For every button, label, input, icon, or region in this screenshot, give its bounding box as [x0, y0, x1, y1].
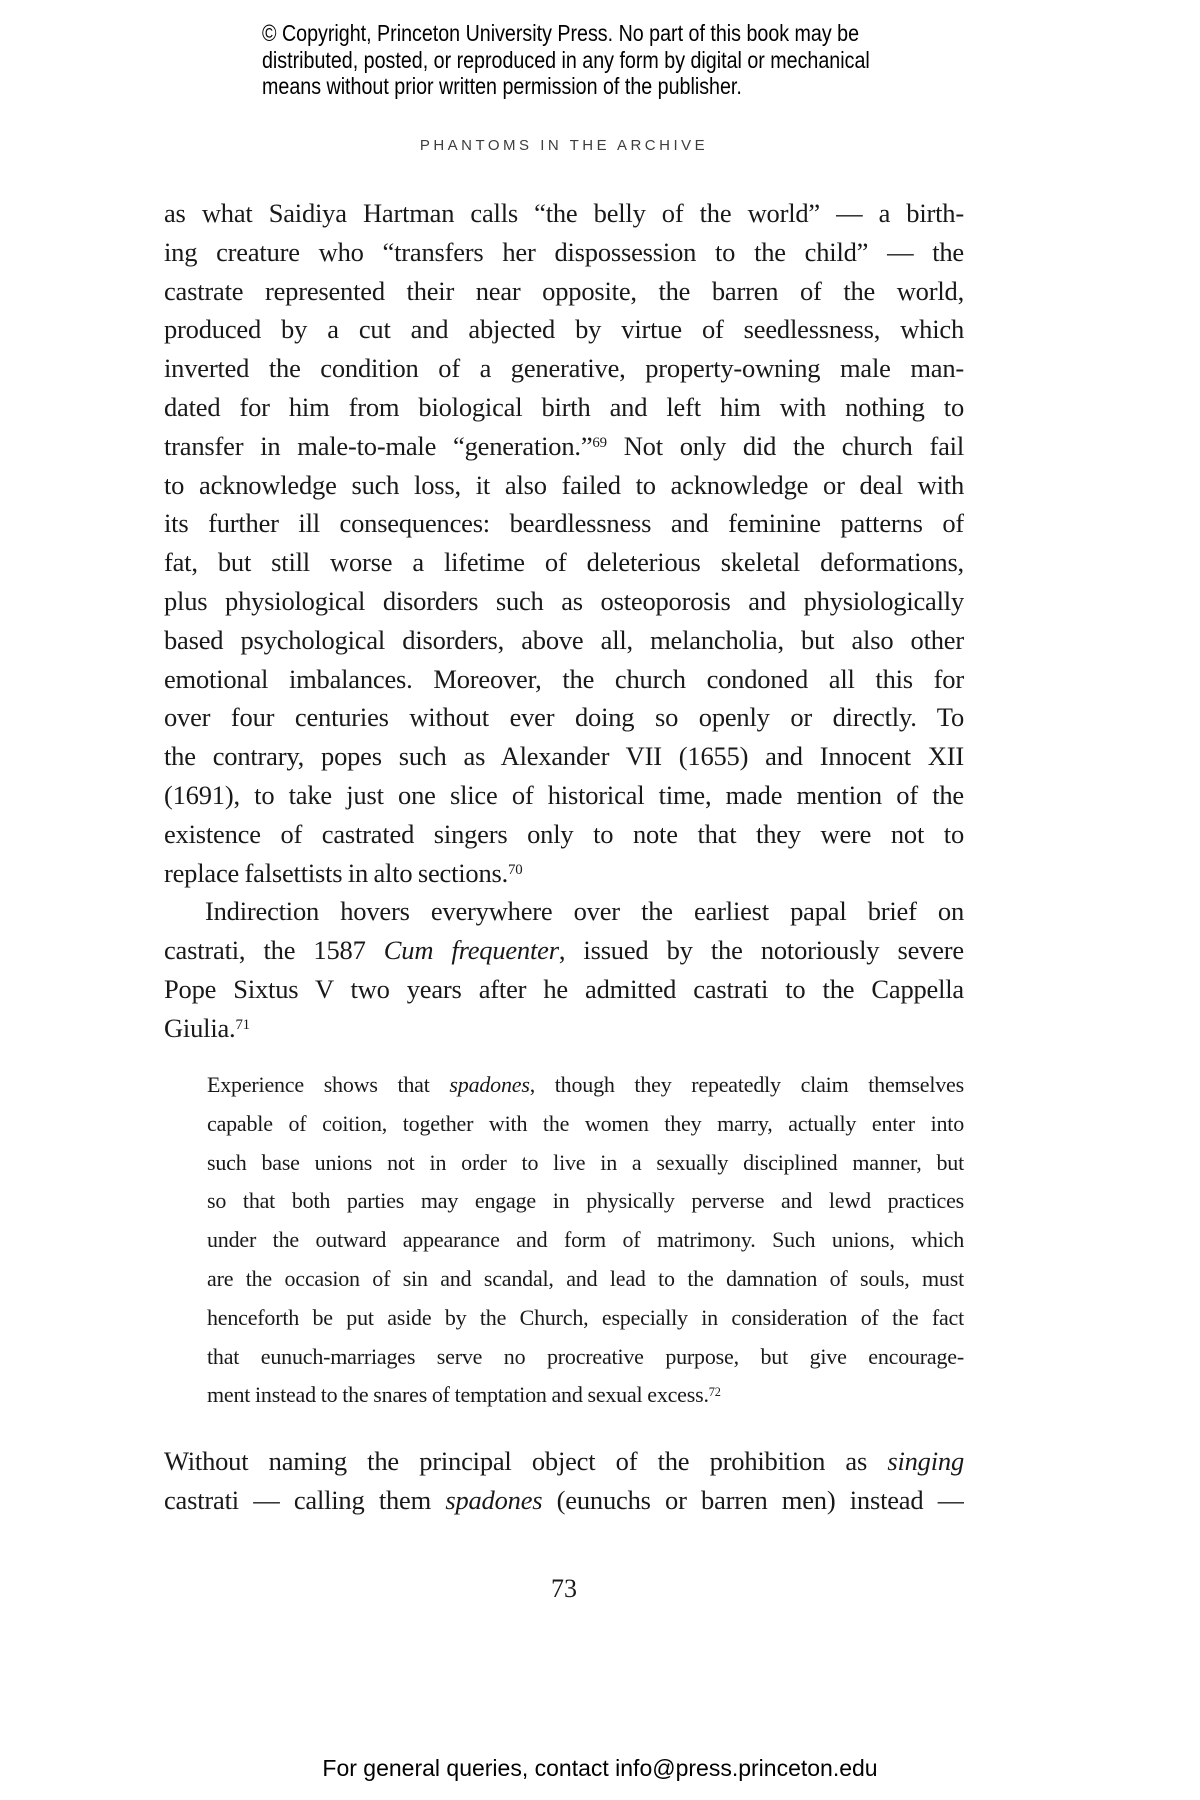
text-segment: so that both parties may engage in physically perverse and lewd practices — [207, 1188, 964, 1214]
body-line — [164, 543, 964, 582]
body-line — [164, 1009, 964, 1048]
copyright-line: distributed, posted, or reproduced in any form by digital or mechanical — [262, 46, 870, 73]
body-line — [164, 310, 964, 349]
text-segment: such base unions not in order to live in a sexually disciplined manner, but — [207, 1149, 964, 1175]
text-segment: inverted the condition of a generative, property-owning male man- — [164, 353, 964, 384]
quote-line — [207, 1066, 964, 1105]
text-segment: ment instead to the snares of temptation and sexual excess. — [207, 1382, 709, 1408]
running-head: PHANTOMS IN THE ARCHIVE — [419, 137, 709, 154]
text-segment: based psychological disorders, above all, melancholia, but also other — [164, 624, 964, 655]
text-segment: produced by a cut and abjected by virtue of seedlessness, which — [164, 314, 964, 345]
body-line — [164, 660, 964, 699]
text-segment: castrati — calling them — [164, 1484, 446, 1515]
body-line — [164, 427, 964, 466]
text-segment: (eunuchs or barren men) instead — — [542, 1484, 964, 1515]
body-line — [164, 892, 964, 931]
quote-line — [207, 1182, 964, 1221]
text-segment: (1691), to take just one slice of historical time, made mention of the — [164, 779, 964, 810]
body-line — [164, 582, 964, 621]
copyright-notice — [262, 20, 980, 100]
text-segment: ing creature who “transfers her dispossession to the child” — the — [164, 236, 964, 267]
body-text — [164, 194, 964, 1048]
text-segment: castrate represented their near opposite, the barren of the world, — [164, 275, 964, 306]
body-line — [164, 194, 964, 233]
body-line — [164, 349, 964, 388]
text-segment: that eunuch-marriages serve no procreative purpose, but give encourage- — [207, 1343, 964, 1369]
body-line — [164, 388, 964, 427]
text-segment: its further ill consequences: beardlessness and feminine patterns of — [164, 508, 964, 539]
body-line — [164, 737, 964, 776]
text-segment: spadones — [449, 1072, 530, 1097]
text-segment: Indirection hovers everywhere over the earliest papal brief on — [205, 896, 964, 927]
text-segment: existence of castrated singers only to note that they were not to — [164, 818, 964, 849]
body-line — [164, 272, 964, 311]
text-segment: as what Saidiya Hartman calls “the belly of the world” — a birth- — [164, 198, 964, 228]
body-line — [164, 815, 964, 854]
body-line — [164, 1442, 964, 1481]
body-line — [164, 621, 964, 660]
copyright-line: © Copyright, Princeton University Press. No part of this book may be — [262, 20, 860, 46]
body-line — [164, 776, 964, 815]
text-segment: are the occasion of sin and scandal, and lead to the damnation of souls, must — [207, 1265, 964, 1291]
footnote-reference: 69 — [592, 435, 607, 452]
text-segment: the contrary, popes such as Alexander VII (1655) and Innocent XII — [164, 741, 964, 772]
body-line — [164, 504, 964, 543]
paragraph-1 — [164, 194, 964, 892]
body-line — [164, 854, 964, 893]
text-segment: replace falsettists in alto sections. — [164, 857, 509, 888]
text-segment: dated for him from biological birth and left him with nothing to — [164, 391, 964, 422]
quote-line — [207, 1221, 964, 1260]
text-segment: , though they repeatedly claim themselves — [529, 1072, 964, 1097]
text-segment: fat, but still worse a lifetime of deleterious skeletal deformations, — [164, 547, 964, 578]
text-segment: emotional imbalances. Moreover, the church condoned all this for — [164, 663, 964, 694]
body-line — [164, 1481, 964, 1520]
page-number: 73 — [551, 1574, 577, 1603]
body-line — [164, 931, 964, 970]
copyright-line: means without prior written permission of the publisher. — [262, 73, 742, 99]
block-quote — [207, 1066, 964, 1415]
text-segment: to acknowledge such loss, it also failed to acknowledge or deal with — [164, 469, 964, 500]
quote-line — [207, 1299, 964, 1338]
text-segment: Not only did the church fail — [606, 430, 964, 461]
text-segment: Without naming the principal object of the prohibition as — [164, 1446, 888, 1476]
quote-line — [207, 1260, 964, 1299]
text-segment: henceforth be put aside by the Church, especially in consideration of the fact — [207, 1304, 964, 1330]
quote-line — [207, 1144, 964, 1183]
text-segment: spadones — [445, 1484, 543, 1515]
footnote-reference: 71 — [235, 1017, 250, 1034]
text-segment: Experience shows that — [207, 1072, 450, 1097]
body-line — [164, 466, 964, 505]
text-segment: capable of coition, together with the women they marry, actually enter into — [207, 1110, 964, 1136]
quote-line — [207, 1105, 964, 1144]
body-line — [164, 970, 964, 1009]
text-segment: singing — [887, 1446, 964, 1476]
text-segment: Cum frequenter — [383, 935, 559, 966]
body-line — [164, 698, 964, 737]
text-segment: Pope Sixtus V two years after he admitted castrati to the Cappella — [164, 973, 964, 1004]
text-segment: under the outward appearance and form of matrimony. Such unions, which — [207, 1227, 964, 1253]
body-line — [164, 233, 964, 272]
quote-line — [207, 1376, 964, 1415]
text-segment: castrati, the 1587 — [164, 935, 384, 966]
queries-footer: For general queries, contact info@press.princeton.edu — [322, 1755, 878, 1781]
text-segment: Giulia. — [164, 1012, 236, 1043]
footnote-reference: 72 — [708, 1384, 721, 1399]
closing-paragraph — [164, 1442, 964, 1520]
text-segment: , issued by the notoriously severe — [558, 935, 964, 966]
paragraph-2 — [164, 892, 964, 1047]
text-segment: plus physiological disorders such as osteoporosis and physiologically — [164, 585, 964, 616]
text-segment: over four centuries without ever doing so openly or directly. To — [164, 702, 964, 733]
quote-line — [207, 1338, 964, 1377]
text-segment: transfer in male-to-male “generation.” — [164, 430, 593, 461]
footnote-reference: 70 — [508, 861, 523, 878]
